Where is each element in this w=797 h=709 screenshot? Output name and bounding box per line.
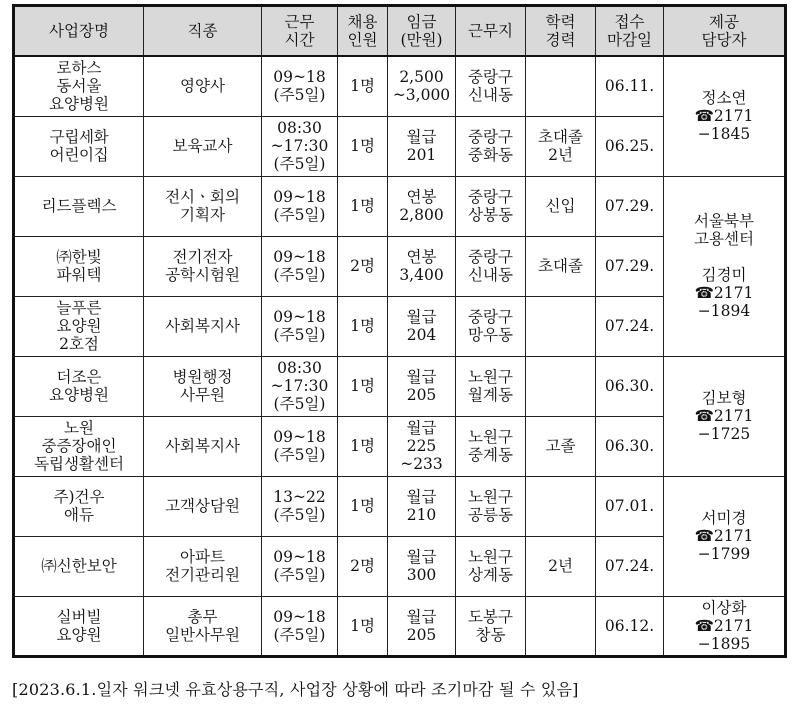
cell-wage: 월급 225 ~233 xyxy=(388,416,456,476)
cell-job: 사회복지사 xyxy=(144,296,262,356)
cell-wage: 월급 205 xyxy=(388,356,456,416)
cell-education: 초대졸 2년 xyxy=(526,116,596,176)
cell-company: 더조은 요양병원 xyxy=(14,356,144,416)
cell-contact: 서미경 ☎2171 −1799 xyxy=(664,476,786,596)
cell-deadline: 07.29. xyxy=(596,176,664,236)
cell-hours: 08:30 ~17:30 (주5일) xyxy=(262,116,338,176)
cell-job: 고객상담원 xyxy=(144,476,262,536)
table-row xyxy=(14,596,786,656)
cell-deadline: 07.24. xyxy=(596,536,664,596)
cell-job: 보육교사 xyxy=(144,116,262,176)
cell-company: ㈜신한보안 xyxy=(14,536,144,596)
cell-education: 신입 xyxy=(526,176,596,236)
header-count: 채용 인원 xyxy=(338,6,388,57)
cell-wage: 연봉 2,800 xyxy=(388,176,456,236)
cell-hours: 09~18 (주5일) xyxy=(262,236,338,296)
cell-job: 총무 일반사무원 xyxy=(144,596,262,656)
cell-deadline: 07.24. xyxy=(596,296,664,356)
cell-wage: 월급 300 xyxy=(388,536,456,596)
cell-deadline: 06.30. xyxy=(596,356,664,416)
cell-location: 노원구 월계동 xyxy=(456,356,526,416)
cell-job: 아파트 전기관리원 xyxy=(144,536,262,596)
cell-contact: 서울북부 고용센터 김경미 ☎2171 −1894 xyxy=(664,176,786,356)
header-location: 근무지 xyxy=(456,6,526,57)
cell-wage: 월급 204 xyxy=(388,296,456,356)
cell-count: 1명 xyxy=(338,296,388,356)
header-company: 사업장명 xyxy=(14,6,144,57)
table-row xyxy=(14,56,786,116)
cell-company: 주)건우 애듀 xyxy=(14,476,144,536)
header-wage: 임금 (만원) xyxy=(388,6,456,57)
header-education: 학력 경력 xyxy=(526,6,596,57)
cell-count: 1명 xyxy=(338,176,388,236)
cell-count: 1명 xyxy=(338,56,388,116)
cell-company: 리드플렉스 xyxy=(14,176,144,236)
cell-company: 구립세화 어린이집 xyxy=(14,116,144,176)
cell-company: 노원 중증장애인 독립생활센터 xyxy=(14,416,144,476)
header-deadline: 접수 마감일 xyxy=(596,6,664,57)
cell-location: 도봉구 창동 xyxy=(456,596,526,656)
cell-company: 실버빌 요양원 xyxy=(14,596,144,656)
cell-job: 사회복지사 xyxy=(144,416,262,476)
cell-location: 노원구 공릉동 xyxy=(456,476,526,536)
cell-location: 중랑구 신내동 xyxy=(456,56,526,116)
cell-deadline: 06.12. xyxy=(596,596,664,656)
cell-count: 1명 xyxy=(338,356,388,416)
cell-hours: 09~18 (주5일) xyxy=(262,296,338,356)
cell-job: 전시ㆍ회의 기획자 xyxy=(144,176,262,236)
cell-hours: 13~22 (주5일) xyxy=(262,476,338,536)
cell-contact: 정소연 ☎2171 −1845 xyxy=(664,56,786,176)
cell-count: 2명 xyxy=(338,236,388,296)
cell-location: 중랑구 중화동 xyxy=(456,116,526,176)
cell-wage: 월급 201 xyxy=(388,116,456,176)
cell-count: 1명 xyxy=(338,416,388,476)
cell-deadline: 07.01. xyxy=(596,476,664,536)
cell-contact: 이상화 ☎2171 −1895 xyxy=(664,596,786,656)
cell-hours: 09~18 (주5일) xyxy=(262,176,338,236)
cell-education: 2년 xyxy=(526,536,596,596)
cell-education xyxy=(526,596,596,656)
header-hours: 근무 시간 xyxy=(262,6,338,57)
cell-hours: 09~18 (주5일) xyxy=(262,596,338,656)
header-job: 직종 xyxy=(144,6,262,57)
cell-wage: 월급 210 xyxy=(388,476,456,536)
cell-location: 중랑구 망우동 xyxy=(456,296,526,356)
cell-deadline: 07.29. xyxy=(596,236,664,296)
cell-hours: 08:30 ~17:30 (주5일) xyxy=(262,356,338,416)
cell-education: 고졸 xyxy=(526,416,596,476)
job-listing-table-wrapper xyxy=(12,4,784,658)
cell-count: 2명 xyxy=(338,536,388,596)
cell-education: 초대졸 xyxy=(526,236,596,296)
cell-count: 1명 xyxy=(338,116,388,176)
table-row xyxy=(14,176,786,236)
cell-company: 로하스 동서울 요양병원 xyxy=(14,56,144,116)
table-row xyxy=(14,356,786,416)
cell-count: 1명 xyxy=(338,476,388,536)
table-header-row xyxy=(14,6,786,57)
cell-deadline: 06.30. xyxy=(596,416,664,476)
cell-deadline: 06.25. xyxy=(596,116,664,176)
footnote: [2023.6.1.일자 워크넷 유효상용구직, 사업장 상황에 따라 조기마감 될 수 있음] xyxy=(12,680,579,699)
cell-location: 노원구 중계동 xyxy=(456,416,526,476)
cell-education xyxy=(526,296,596,356)
cell-company: ㈜한빛 파워텍 xyxy=(14,236,144,296)
cell-wage: 월급 205 xyxy=(388,596,456,656)
cell-count: 1명 xyxy=(338,596,388,656)
header-contact: 제공 담당자 xyxy=(664,6,786,57)
cell-wage: 연봉 3,400 xyxy=(388,236,456,296)
cell-location: 중랑구 상봉동 xyxy=(456,176,526,236)
job-listing-table xyxy=(12,4,787,658)
cell-wage: 2,500 ~3,000 xyxy=(388,56,456,116)
cell-education xyxy=(526,356,596,416)
cell-hours: 09~18 (주5일) xyxy=(262,536,338,596)
table-row xyxy=(14,476,786,536)
cell-education xyxy=(526,56,596,116)
cell-deadline: 06.11. xyxy=(596,56,664,116)
cell-company: 늘푸른 요양원 2호점 xyxy=(14,296,144,356)
cell-location: 노원구 상계동 xyxy=(456,536,526,596)
cell-job: 병원행정 사무원 xyxy=(144,356,262,416)
cell-hours: 09~18 (주5일) xyxy=(262,416,338,476)
cell-education xyxy=(526,476,596,536)
cell-contact: 김보형 ☎2171 −1725 xyxy=(664,356,786,476)
cell-job: 영양사 xyxy=(144,56,262,116)
cell-job: 전기전자 공학시험원 xyxy=(144,236,262,296)
cell-location: 중랑구 신내동 xyxy=(456,236,526,296)
cell-hours: 09~18 (주5일) xyxy=(262,56,338,116)
